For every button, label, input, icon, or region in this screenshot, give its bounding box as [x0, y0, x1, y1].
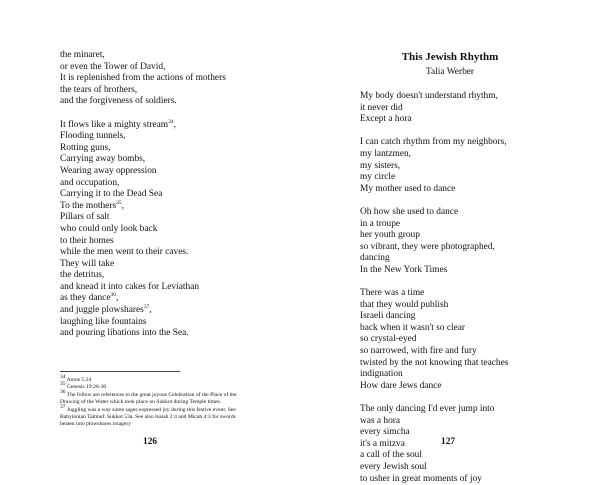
- poem-line-text: my lantzmen,: [360, 148, 412, 159]
- poem-line: [360, 300, 508, 312]
- poem-line-text: and juggle plowshares: [60, 305, 144, 316]
- poem-line-text: and pouring libations into the Sea.: [60, 328, 189, 339]
- poem-line: [60, 270, 226, 282]
- footnote-number: 34: [60, 374, 66, 381]
- footnote-reference: 37: [143, 303, 150, 310]
- poem-line-text: Carrying it to the Dead Sea: [60, 189, 163, 200]
- poem-line: [360, 381, 508, 393]
- poem-line: [360, 323, 508, 335]
- poem-line-text: to their homes: [60, 235, 114, 246]
- footnote-separator: [60, 371, 180, 372]
- poem-line-text: My body doesn't understand rhythm,: [360, 91, 498, 101]
- poem-line-text: It flows like a mighty stream: [60, 119, 169, 130]
- poem-line: [60, 166, 226, 178]
- poem-line-text: it's a mitzva: [360, 438, 405, 449]
- poem-line: [360, 439, 508, 451]
- poem-line-text: Flooding tunnels,: [60, 131, 126, 142]
- poem-line: [360, 346, 508, 358]
- poem-line: [360, 91, 508, 103]
- poem-line-text: so crystal-eyed: [360, 334, 417, 345]
- footnote-text: Genesis 19:26-30: [66, 384, 107, 391]
- page-number-right: 127: [441, 437, 456, 447]
- poem-line-text: laughing like fountains: [60, 316, 147, 327]
- footnote: [60, 388, 245, 407]
- poem-line-text: Rotting guns,: [60, 142, 111, 153]
- footnote: [60, 403, 245, 429]
- poem-line: [60, 317, 226, 329]
- poem-line-text: and occupation,: [60, 177, 120, 188]
- poem-line: [360, 450, 508, 462]
- poem-line-text: or even the Tower of David,: [60, 61, 166, 72]
- footnote-number: 35: [60, 381, 66, 388]
- poem-line-text: her youth group: [360, 230, 420, 241]
- poem-title: This Jewish Rhythm: [401, 51, 499, 63]
- poem-line: [360, 161, 508, 173]
- poem-line: [360, 114, 508, 126]
- right-poem-body: [360, 91, 508, 485]
- poem-line: [360, 253, 508, 265]
- left-poem-continuation: [60, 50, 226, 340]
- poem-line: [60, 224, 226, 236]
- poem-line-text: as they dance: [60, 293, 111, 304]
- poem-line: [360, 358, 508, 370]
- poem-line-text: the detritus,: [60, 270, 105, 281]
- poem-line: [360, 184, 508, 196]
- poem-line: [60, 259, 226, 271]
- footnote-text: Juggling was a way some sages expressed joy during this festive event. See Babylonian Talmud: Sukkot 53a. See also Isaiah 2:4 and Micah 4:3 for swords beaten into plowshares imagery: [60, 406, 236, 428]
- poem-line-text: To the mothers: [60, 200, 117, 211]
- poem-line: [60, 212, 226, 224]
- poem-line: [60, 96, 226, 108]
- poem-line: [360, 369, 508, 381]
- poem-line-text: Wearing away oppression: [60, 165, 157, 176]
- poem-line: [360, 334, 508, 346]
- poem-line-text: Except a hora: [360, 114, 412, 125]
- poem-line-text: it never did: [360, 102, 403, 113]
- poem-line-text: and knead it into cakes for Leviathan: [60, 281, 200, 292]
- poem-line-text: Israeli dancing: [360, 311, 416, 322]
- poem-line-text: It is replenished from the actions of mothers: [60, 73, 226, 84]
- poem-line-text: my circle: [360, 172, 396, 183]
- footnotes: [60, 374, 245, 429]
- poem-line-text: indignation: [360, 369, 403, 380]
- stanza-break: [360, 277, 508, 289]
- poem-line: [360, 474, 508, 485]
- poem-line: [360, 265, 508, 277]
- footnote-text: The follow are references to the great joyous Celebration of the Place of the Drawing of the Water which took place on Sukkot during Temple times.: [60, 391, 237, 406]
- footnote-reference: 34: [168, 118, 174, 125]
- poem-line-text: so vibrant, they were photographed,: [360, 241, 495, 252]
- footnote: [60, 381, 245, 391]
- poem-line: as they dance$^{36}$,: [60, 292, 119, 304]
- poem-line: [60, 236, 226, 248]
- poem-line: [60, 282, 226, 294]
- poem-line-text: dancing: [360, 253, 390, 264]
- poem-line: [60, 50, 226, 62]
- poem-line-text: Carrying away bombs,: [60, 154, 146, 165]
- poem-line: [360, 149, 508, 161]
- poem-line-text: while the men went to their caves.: [60, 247, 189, 258]
- poem-line-text: They will take: [60, 258, 115, 269]
- poem-line-text: Oh how she used to dance: [360, 206, 459, 217]
- footnote-text: Amos 5:24: [66, 377, 92, 383]
- poem-line-text: and the forgiveness of soldiers.: [60, 96, 177, 107]
- footnote-reference: 35: [116, 199, 122, 206]
- footnote-number: 36: [60, 388, 66, 395]
- poem-line-text: that they would publish: [360, 299, 449, 310]
- poem-line-text: the tears of brothers,: [60, 84, 138, 95]
- poem-line-text: a call of the soul: [360, 450, 422, 461]
- poem-line: [360, 207, 508, 219]
- poem-line-text: back when it wasn't so clear: [360, 322, 466, 333]
- poem-line: [360, 416, 508, 428]
- poem-line: [360, 311, 508, 323]
- poem-line-text: Pillars of salt: [60, 212, 110, 223]
- poem-line-text: my sisters,: [360, 160, 401, 171]
- poem-line: [60, 328, 226, 340]
- poem-line: [60, 143, 226, 155]
- poem-line-text: so narrowed, with fire and fury: [360, 346, 477, 357]
- stanza-break: [360, 195, 508, 207]
- poem-line: [360, 242, 508, 254]
- poem-line: [60, 189, 226, 201]
- footnote-reference: 36: [110, 292, 116, 299]
- footnote-number: 37: [60, 403, 66, 410]
- poem-line: [60, 131, 226, 143]
- poem-line-text: I can catch rhythm from my neighbors,: [360, 137, 507, 148]
- poem-author: Talia Werber: [425, 67, 475, 77]
- poem-line-text: in a troupe: [360, 218, 401, 229]
- poem-line-text: There was a time: [360, 288, 425, 299]
- poem-line-text: In the New York Times: [360, 264, 448, 275]
- stanza-break: [60, 108, 226, 120]
- page-number-left: 126: [143, 437, 158, 447]
- poem-line-text: How dare Jews dance: [360, 380, 442, 391]
- poem-line: [360, 427, 508, 439]
- poem-line: [360, 219, 508, 231]
- poem-line: [360, 404, 508, 416]
- poem-line: [60, 247, 226, 259]
- poem-line-text: to usher in great moments of joy: [360, 473, 482, 484]
- poem-line: and juggle plowshares$^{37}$,: [60, 303, 152, 316]
- poem-line-text: who could only look back: [60, 223, 158, 234]
- poem-line: [60, 62, 226, 74]
- poem-line-text: every simcha: [360, 427, 410, 438]
- poem-line: [360, 137, 508, 149]
- poem-line: It flows like a mighty stream$^{34}$,: [60, 118, 176, 130]
- poem-line-text: My mother used to dance: [360, 183, 456, 194]
- poem-line: [60, 73, 226, 85]
- poem-line: [60, 85, 226, 97]
- poem-line: [60, 178, 226, 190]
- poem-line: [360, 103, 508, 115]
- poem-line: [360, 230, 508, 242]
- poem-line-text: twisted by the not knowing that teaches: [360, 357, 509, 368]
- poem-line-text: The only dancing I'd ever jump into: [360, 404, 495, 415]
- poem-line: [360, 172, 508, 184]
- poem-line-text: was a hora: [360, 415, 401, 426]
- poem-line: To the mothers$^{35}$,: [60, 199, 124, 211]
- poem-line: [360, 288, 508, 300]
- stanza-break: [360, 126, 508, 138]
- poem-line: [360, 462, 508, 474]
- stanza-break: [360, 392, 508, 404]
- poem-line: [60, 154, 226, 166]
- poem-line-text: the minaret,: [60, 50, 105, 60]
- poem-line-text: every Jewish soul: [360, 462, 427, 472]
